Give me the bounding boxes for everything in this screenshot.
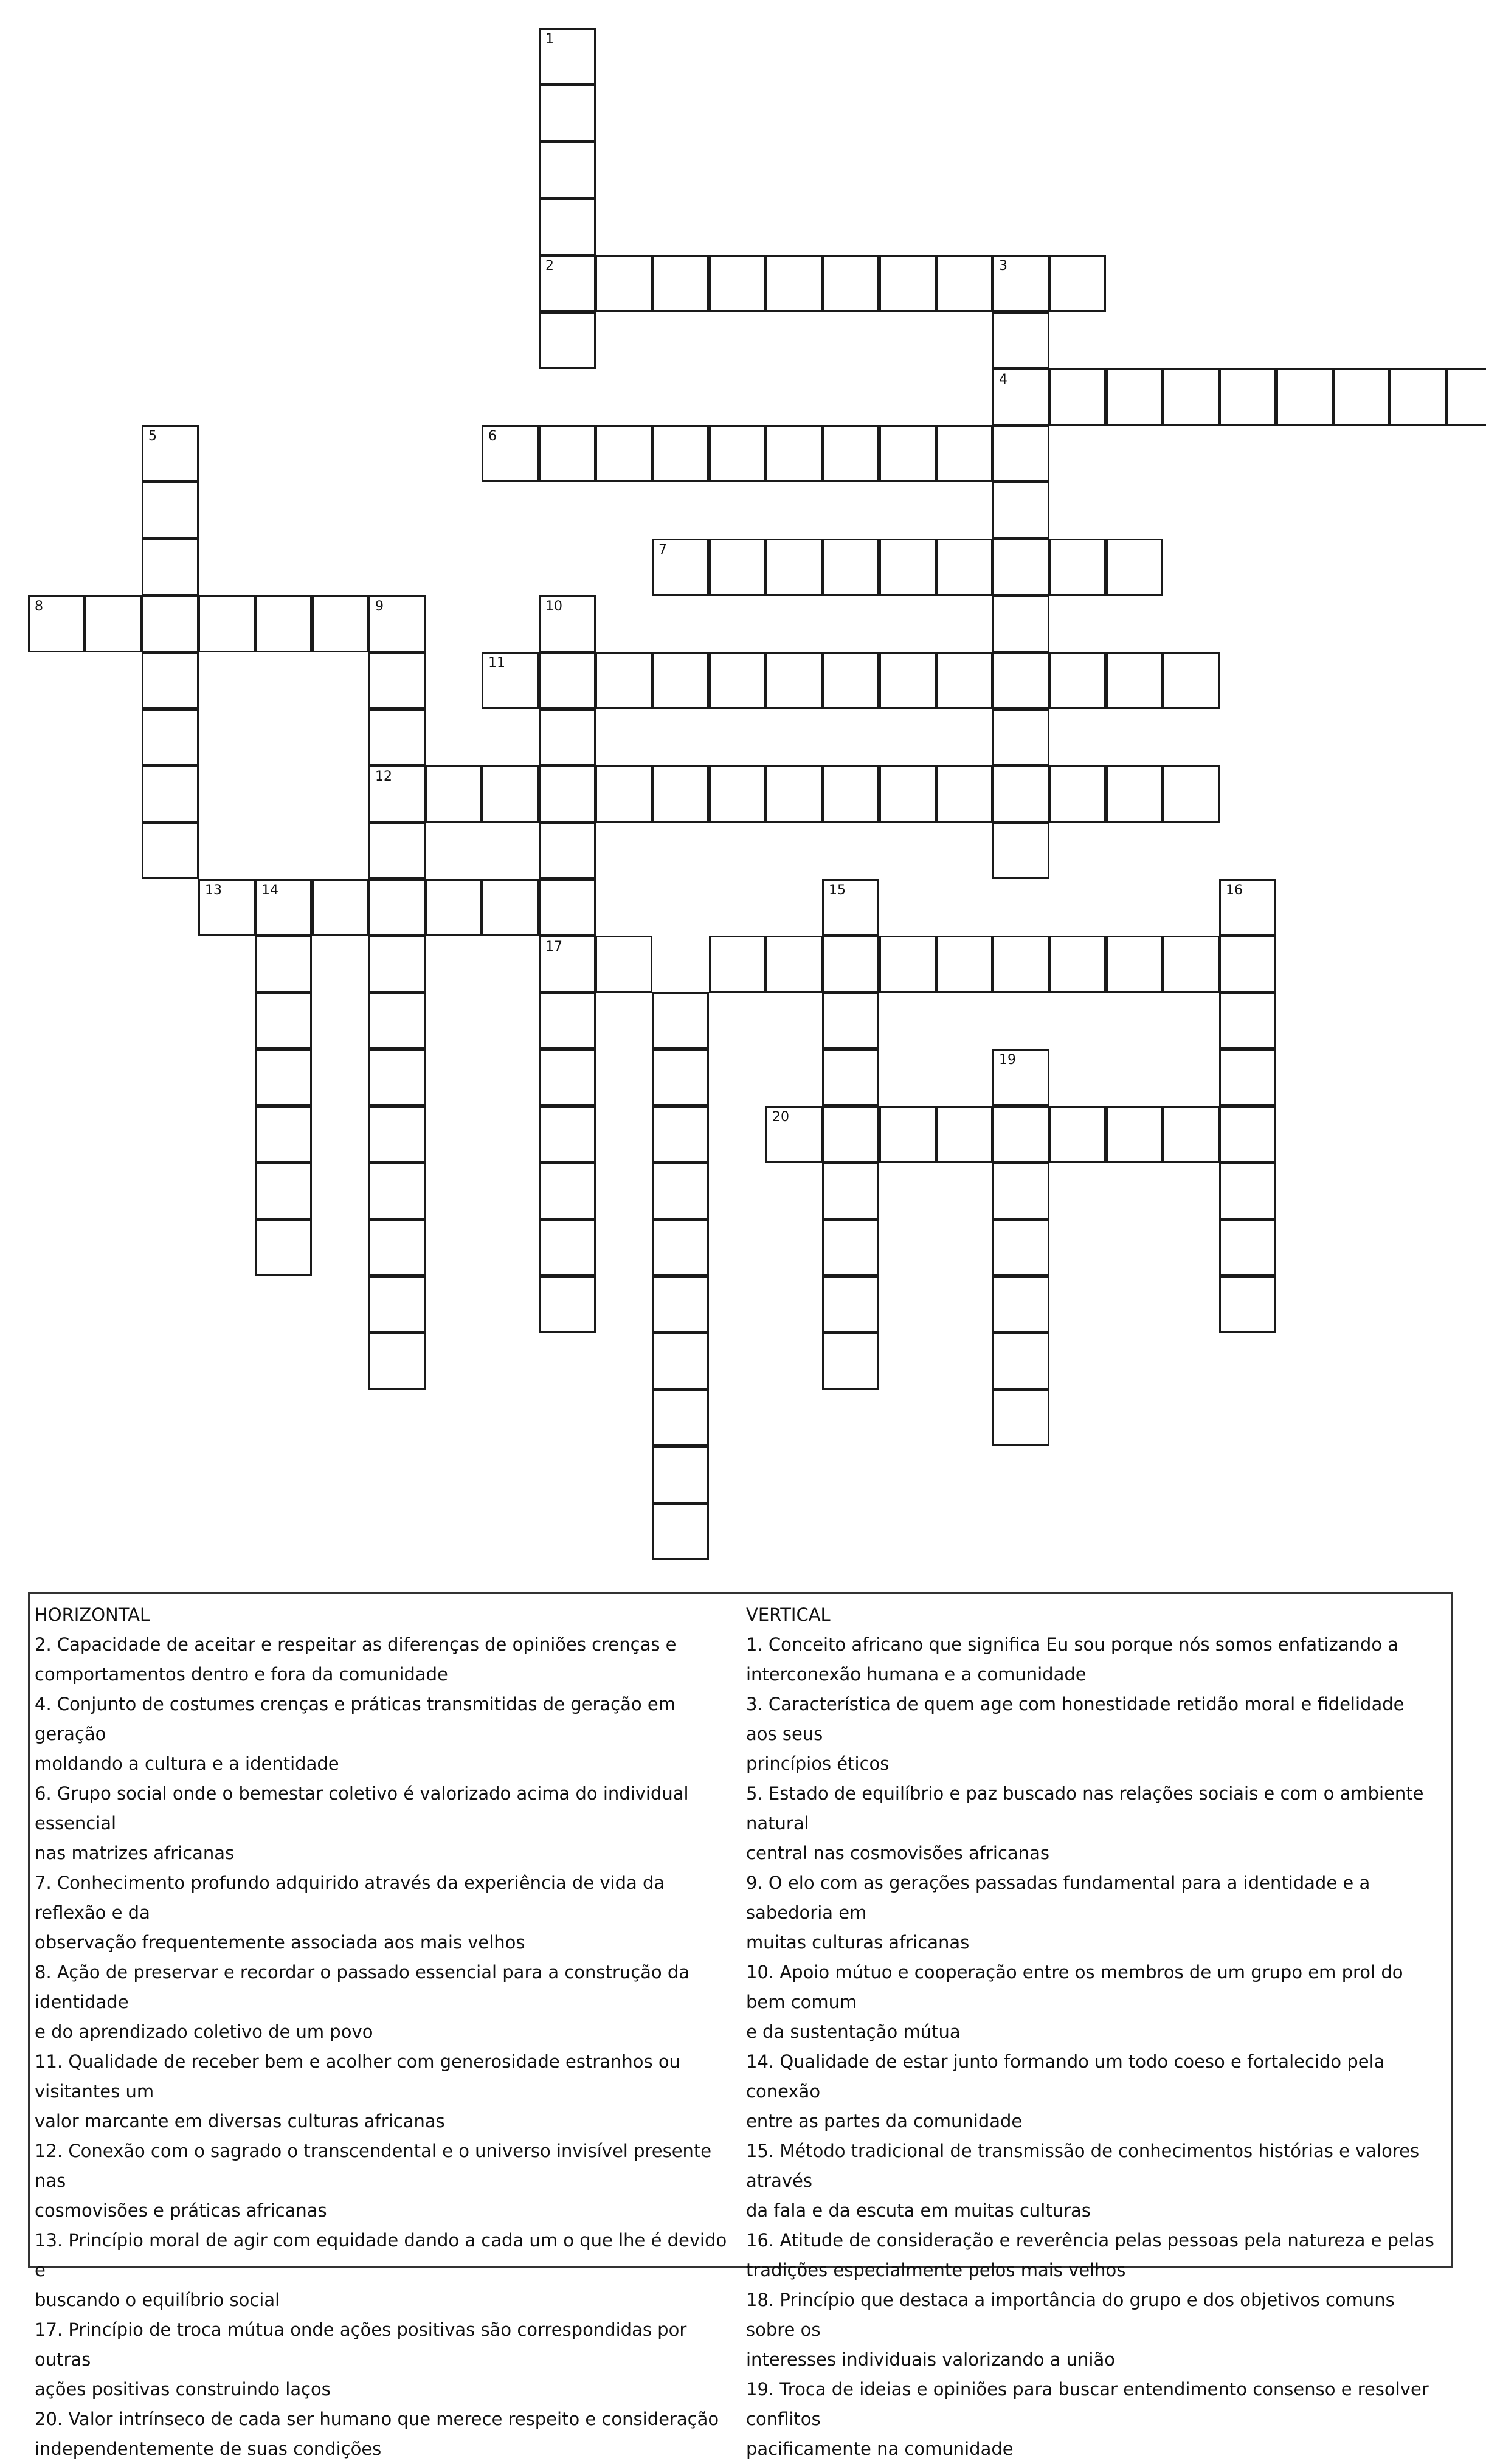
grid-cell[interactable] (992, 481, 1049, 539)
grid-cell[interactable] (142, 539, 199, 596)
clue-number: 11 (488, 655, 505, 671)
grid-cell[interactable] (822, 1333, 879, 1390)
grid-cell[interactable] (1106, 652, 1163, 709)
grid-cell[interactable] (595, 765, 652, 823)
clue-number: 7 (658, 542, 667, 557)
grid-cell[interactable] (652, 1333, 709, 1390)
clue-line: tradições especialmente pelos mais velhos (746, 2260, 1126, 2280)
grid-cell[interactable] (992, 312, 1049, 369)
grid-cell[interactable] (539, 1049, 596, 1106)
grid-cell[interactable] (709, 765, 766, 823)
grid-cell[interactable] (992, 765, 1049, 823)
grid-cell[interactable] (992, 652, 1049, 709)
grid-cell[interactable] (992, 1162, 1049, 1220)
grid-cell[interactable] (652, 1162, 709, 1220)
grid-cell[interactable] (1219, 1276, 1276, 1333)
clue-number: 1 (545, 32, 554, 47)
clue-line: 12. Conexão com o sagrado o transcendental e o universo invisível presente nas (35, 2141, 712, 2191)
clue-line: 16. Atitude de consideração e reverência pelas pessoas pela natureza e pelas (746, 2230, 1434, 2251)
grid-cell[interactable] (1219, 1162, 1276, 1220)
grid-cell[interactable] (992, 1276, 1049, 1333)
clue-line: muitas culturas africanas (746, 1932, 970, 1953)
grid-cell[interactable] (539, 198, 596, 255)
grid-cell[interactable] (822, 1049, 879, 1106)
clue-line: observação frequentemente associada aos mais velhos (35, 1932, 525, 1953)
clue-line: buscando o equilíbrio social (35, 2290, 280, 2310)
grid-cell[interactable] (1106, 368, 1163, 426)
grid-cell[interactable] (539, 595, 596, 652)
grid-cell[interactable] (1049, 368, 1106, 426)
grid-cell[interactable] (368, 595, 426, 652)
grid-cell[interactable] (539, 765, 596, 823)
grid-cell[interactable] (822, 425, 879, 482)
grid-cell[interactable] (992, 595, 1049, 652)
grid-cell[interactable] (822, 936, 879, 993)
clue-line: interesses individuais valorizando a união (746, 2349, 1116, 2370)
grid-cell[interactable] (1163, 765, 1220, 823)
grid-cell[interactable] (1049, 765, 1106, 823)
clue-line: 2. Capacidade de aceitar e respeitar as diferenças de opiniões crenças e (35, 1634, 677, 1655)
horizontal-clues (35, 1600, 734, 2464)
grid-cell[interactable] (992, 709, 1049, 766)
grid-cell[interactable] (765, 652, 823, 709)
grid-cell[interactable] (992, 1106, 1049, 1163)
clue-number: 20 (772, 1109, 789, 1125)
grid-cell[interactable] (368, 1106, 426, 1163)
grid-cell[interactable] (539, 822, 596, 879)
grid-cell[interactable] (425, 879, 482, 936)
clue-line: pacificamente na comunidade (746, 2438, 1014, 2459)
grid-cell[interactable] (255, 1049, 312, 1106)
grid-cell[interactable] (368, 709, 426, 766)
grid-cell[interactable] (368, 765, 426, 823)
grid-cell[interactable] (142, 822, 199, 879)
grid-cell[interactable] (368, 879, 426, 936)
grid-cell[interactable] (142, 765, 199, 823)
grid-cell[interactable] (1106, 1106, 1163, 1163)
grid-cell[interactable] (1219, 879, 1276, 936)
grid-cell[interactable] (539, 709, 596, 766)
grid-cell[interactable] (1106, 539, 1163, 596)
grid-cell[interactable] (28, 595, 85, 652)
grid-cell[interactable] (595, 936, 652, 993)
grid-cell[interactable] (1106, 936, 1163, 993)
grid-cell[interactable] (368, 1049, 426, 1106)
grid-cell[interactable] (709, 425, 766, 482)
grid-cell[interactable] (822, 879, 879, 936)
grid-cell[interactable] (1163, 1106, 1220, 1163)
grid-cell[interactable] (1163, 368, 1220, 426)
grid-cell[interactable] (879, 425, 936, 482)
clue-line: central nas cosmovisões africanas (746, 1843, 1049, 1863)
clue-line: da fala e da escuta em muitas culturas (746, 2200, 1091, 2221)
grid-cell[interactable] (765, 1106, 823, 1163)
vertical-title: VERTICAL (746, 1604, 831, 1625)
grid-cell[interactable] (822, 765, 879, 823)
clue-line: princípios éticos (746, 1753, 890, 1774)
clue-line: 7. Conhecimento profundo adquirido através da experiência de vida da reflexão e da (35, 1872, 665, 1923)
grid-cell[interactable] (539, 936, 596, 993)
grid-cell[interactable] (255, 879, 312, 936)
grid-cell[interactable] (255, 1106, 312, 1163)
grid-cell[interactable] (255, 1162, 312, 1220)
grid-cell[interactable] (652, 1106, 709, 1163)
grid-cell[interactable] (142, 425, 199, 482)
grid-cell[interactable] (936, 765, 993, 823)
grid-cell[interactable] (765, 765, 823, 823)
grid-cell[interactable] (992, 255, 1049, 312)
grid-cell[interactable] (936, 539, 993, 596)
clue-line: e da sustentação mútua (746, 2021, 961, 2042)
grid-cell[interactable] (595, 255, 652, 312)
grid-cell[interactable] (992, 1219, 1049, 1276)
grid-cell[interactable] (1163, 652, 1220, 709)
grid-cell[interactable] (85, 595, 142, 652)
clue-number: 8 (35, 599, 43, 614)
grid-cell[interactable] (142, 595, 199, 652)
grid-cell[interactable] (709, 652, 766, 709)
grid-cell[interactable] (992, 425, 1049, 482)
grid-cell[interactable] (198, 879, 255, 936)
clues-box (28, 1592, 1453, 2459)
grid-cell[interactable] (539, 142, 596, 199)
grid-cell[interactable] (255, 1219, 312, 1276)
grid-cell[interactable] (936, 936, 993, 993)
grid-cell[interactable] (879, 765, 936, 823)
grid-cell[interactable] (539, 1106, 596, 1163)
grid-cell[interactable] (879, 255, 936, 312)
grid-cell[interactable] (482, 879, 539, 936)
clue-line: 5. Estado de equilíbrio e paz buscado nas relações sociais e com o ambiente natural (746, 1783, 1424, 1834)
grid-cell[interactable] (879, 1106, 936, 1163)
grid-cell[interactable] (879, 652, 936, 709)
grid-cell[interactable] (1219, 1049, 1276, 1106)
grid-cell[interactable] (1219, 992, 1276, 1049)
clue-number: 9 (375, 599, 384, 614)
grid-cell[interactable] (312, 879, 369, 936)
grid-cell[interactable] (765, 539, 823, 596)
clue-line: 15. Método tradicional de transmissão de conhecimentos histórias e valores através (746, 2141, 1420, 2191)
grid-cell[interactable] (1446, 368, 1486, 426)
horizontal-title: HORIZONTAL (35, 1604, 150, 1625)
grid-cell[interactable] (1049, 255, 1106, 312)
grid-cell[interactable] (936, 652, 993, 709)
grid-cell[interactable] (1219, 936, 1276, 993)
grid-cell[interactable] (539, 425, 596, 482)
clue-number: 3 (999, 258, 1007, 274)
grid-cell[interactable] (198, 595, 255, 652)
grid-cell[interactable] (539, 255, 596, 312)
grid-cell[interactable] (822, 1276, 879, 1333)
clue-line: independentemente de suas condições (35, 2438, 382, 2459)
grid-cell[interactable] (368, 1276, 426, 1333)
grid-cell[interactable] (142, 709, 199, 766)
grid-cell[interactable] (992, 1333, 1049, 1390)
clue-line: 11. Qualidade de receber bem e acolher com generosidade estranhos ou visitantes um (35, 2051, 680, 2102)
clue-line: 9. O elo com as gerações passadas fundamental para a identidade e a sabedoria em (746, 1872, 1370, 1923)
grid-cell[interactable] (652, 1276, 709, 1333)
clue-line: ações positivas construindo laços (35, 2379, 331, 2400)
grid-cell[interactable] (1049, 1106, 1106, 1163)
grid-cell[interactable] (595, 425, 652, 482)
grid-cell[interactable] (539, 1219, 596, 1276)
clue-line: 4. Conjunto de costumes crenças e práticas transmitidas de geração em geração (35, 1694, 676, 1744)
grid-cell[interactable] (255, 992, 312, 1049)
grid-cell[interactable] (142, 652, 199, 709)
grid-cell[interactable] (1219, 1219, 1276, 1276)
grid-cell[interactable] (936, 1106, 993, 1163)
grid-cell[interactable] (709, 539, 766, 596)
clue-line: 14. Qualidade de estar junto formando um todo coeso e fortalecido pela conexão (746, 2051, 1385, 2102)
grid-cell[interactable] (652, 1049, 709, 1106)
grid-cell[interactable] (482, 425, 539, 482)
grid-cell[interactable] (652, 425, 709, 482)
grid-cell[interactable] (652, 992, 709, 1049)
grid-cell[interactable] (822, 652, 879, 709)
grid-cell[interactable] (822, 1162, 879, 1220)
clue-number: 6 (488, 429, 497, 444)
grid-cell[interactable] (879, 539, 936, 596)
vertical-clues (746, 1600, 1439, 2464)
grid-cell[interactable] (539, 312, 596, 369)
grid-cell[interactable] (1049, 936, 1106, 993)
grid-cell[interactable] (652, 652, 709, 709)
clue-line: e do aprendizado coletivo de um povo (35, 2021, 373, 2042)
grid-cell[interactable] (822, 539, 879, 596)
grid-cell[interactable] (539, 85, 596, 142)
grid-cell[interactable] (368, 992, 426, 1049)
clue-line: 13. Princípio moral de agir com equidade dando a cada um o que lhe é devido e (35, 2230, 727, 2280)
clue-number: 19 (999, 1052, 1016, 1068)
grid-cell[interactable] (992, 1049, 1049, 1106)
grid-cell[interactable] (765, 936, 823, 993)
grid-cell[interactable] (709, 936, 766, 993)
grid-cell[interactable] (652, 539, 709, 596)
grid-cell[interactable] (482, 652, 539, 709)
clue-number: 13 (205, 883, 222, 898)
clue-number: 15 (829, 883, 846, 898)
grid-cell[interactable] (992, 368, 1049, 426)
clue-line: comportamentos dentro e fora da comunidade (35, 1664, 448, 1685)
clue-number: 16 (1226, 883, 1243, 898)
clue-line: cosmovisões e práticas africanas (35, 2200, 327, 2221)
clue-number: 2 (545, 258, 554, 274)
clue-line: valor marcante em diversas culturas africanas (35, 2111, 445, 2131)
grid-cell[interactable] (539, 1162, 596, 1220)
clue-number: 17 (545, 939, 562, 954)
grid-cell[interactable] (142, 481, 199, 539)
grid-cell[interactable] (652, 765, 709, 823)
clue-line: 10. Apoio mútuo e cooperação entre os membros de um grupo em prol do bem comum (746, 1962, 1403, 2012)
grid-cell[interactable] (765, 255, 823, 312)
grid-cell[interactable] (539, 28, 596, 85)
grid-cell[interactable] (255, 936, 312, 993)
grid-cell[interactable] (652, 1446, 709, 1503)
clue-line: 17. Princípio de troca mútua onde ações positivas são correspondidas por outras (35, 2319, 687, 2370)
grid-cell[interactable] (936, 425, 993, 482)
grid-cell[interactable] (312, 595, 369, 652)
clue-line: 3. Característica de quem age com honestidade retidão moral e fidelidade aos seus (746, 1694, 1405, 1744)
clue-line: 6. Grupo social onde o bemestar coletivo é valorizado acima do individual essencial (35, 1783, 689, 1834)
grid-cell[interactable] (652, 1503, 709, 1560)
clue-line: interconexão humana e a comunidade (746, 1664, 1087, 1685)
grid-cell[interactable] (992, 1389, 1049, 1446)
clue-line: 18. Princípio que destaca a importância do grupo e dos objetivos comuns sobre os (746, 2290, 1395, 2340)
grid-cell[interactable] (936, 255, 993, 312)
grid-cell[interactable] (709, 255, 766, 312)
grid-cell[interactable] (539, 1276, 596, 1333)
grid-cell[interactable] (879, 936, 936, 993)
grid-cell[interactable] (1219, 368, 1276, 426)
grid-cell[interactable] (765, 425, 823, 482)
clue-number: 5 (148, 429, 157, 444)
clue-line: 8. Ação de preservar e recordar o passado essencial para a construção da identidade (35, 1962, 690, 2012)
clue-number: 14 (261, 883, 278, 898)
clue-number: 4 (999, 372, 1007, 387)
grid-cell[interactable] (368, 1333, 426, 1390)
grid-cell[interactable] (652, 1389, 709, 1446)
clue-number: 10 (545, 599, 562, 614)
grid-cell[interactable] (255, 595, 312, 652)
clue-number: 12 (375, 769, 392, 784)
grid-cell[interactable] (1049, 652, 1106, 709)
grid-cell[interactable] (1276, 368, 1333, 426)
clue-line: 20. Valor intrínseco de cada ser humano que merece respeito e consideração (35, 2409, 719, 2429)
grid-cell[interactable] (539, 879, 596, 936)
clue-line: moldando a cultura e a identidade (35, 1753, 339, 1774)
grid-cell[interactable] (992, 539, 1049, 596)
grid-cell[interactable] (368, 822, 426, 879)
grid-cell[interactable] (652, 1219, 709, 1276)
grid-cell[interactable] (482, 765, 539, 823)
grid-cell[interactable] (368, 1162, 426, 1220)
grid-cell[interactable] (539, 652, 596, 709)
grid-cell[interactable] (992, 936, 1049, 993)
grid-cell[interactable] (822, 992, 879, 1049)
clue-line: 1. Conceito africano que significa Eu sou porque nós somos enfatizando a (746, 1634, 1399, 1655)
grid-cell[interactable] (822, 255, 879, 312)
grid-cell[interactable] (425, 765, 482, 823)
grid-cell[interactable] (1219, 1106, 1276, 1163)
grid-cell[interactable] (1389, 368, 1446, 426)
grid-cell[interactable] (822, 1219, 879, 1276)
grid-cell[interactable] (368, 936, 426, 993)
grid-cell[interactable] (1106, 765, 1163, 823)
clue-line: 19. Troca de ideias e opiniões para buscar entendimento consenso e resolver conflitos (746, 2379, 1429, 2429)
clue-line: entre as partes da comunidade (746, 2111, 1023, 2131)
clue-line: nas matrizes africanas (35, 1843, 235, 1863)
grid-cell[interactable] (1049, 539, 1106, 596)
grid-cell[interactable] (1333, 368, 1390, 426)
grid-cell[interactable] (595, 652, 652, 709)
grid-cell[interactable] (539, 992, 596, 1049)
grid-cell[interactable] (368, 1219, 426, 1276)
grid-cell[interactable] (652, 255, 709, 312)
grid-cell[interactable] (992, 822, 1049, 879)
grid-cell[interactable] (368, 652, 426, 709)
grid-cell[interactable] (1163, 936, 1220, 993)
grid-cell[interactable] (822, 1106, 879, 1163)
